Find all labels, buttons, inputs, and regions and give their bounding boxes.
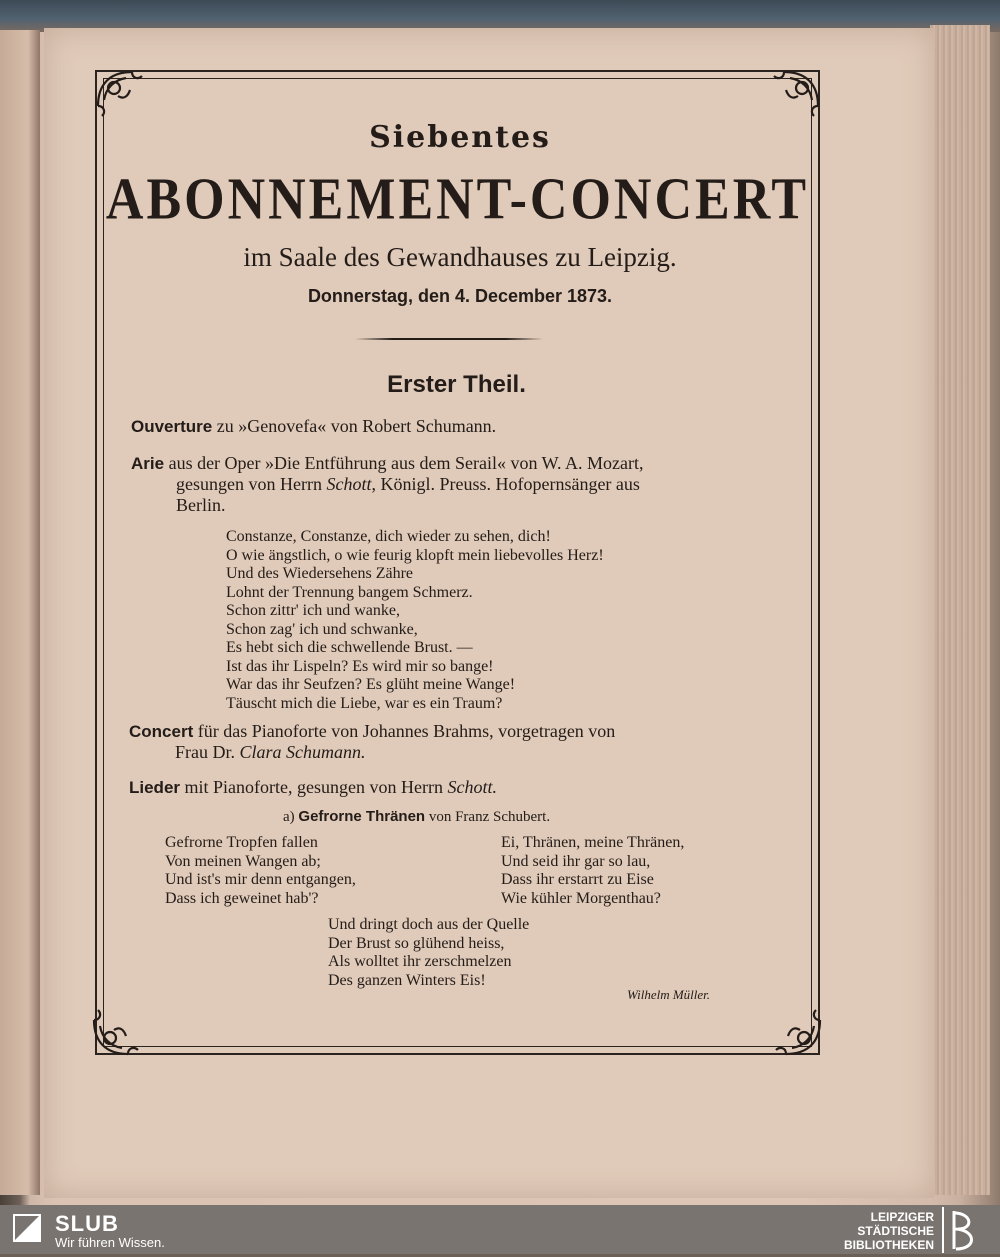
program-item-concert-line2 (175, 742, 366, 763)
date-line: Donnerstag, den 4. December 1873. (307, 286, 613, 306)
leipzig-library-name[interactable] (844, 1210, 934, 1252)
corner-ornament-icon (88, 990, 158, 1060)
program-item-arie (131, 453, 643, 474)
verse-line: Ei, Thränen, meine Thränen, (501, 834, 685, 851)
verse-line: Und dringt doch aus der Quelle (328, 916, 530, 933)
library-name-line: BIBLIOTHEKEN (844, 1238, 934, 1252)
song-composer: von Franz Schubert. (425, 809, 551, 825)
verse-line: Von meinen Wangen ab; (165, 852, 321, 870)
verse-line: Des ganzen Winters Eis! (328, 971, 486, 989)
performer-name: Schott (326, 474, 372, 494)
item-text: gesungen von Herrn (176, 474, 327, 494)
item-keyword: Concert (129, 722, 194, 741)
library-name-line: LEIPZIGER (870, 1210, 934, 1224)
performer-name: Clara Schumann. (239, 742, 366, 762)
corner-ornament-icon (756, 990, 826, 1060)
item-text: aus der Oper »Die Entführung aus dem Serail« von W. A. Mozart, (164, 453, 644, 473)
item-keyword: Lieder (129, 778, 181, 797)
divider-rule (355, 338, 543, 340)
slub-tagline: Wir führen Wissen. (55, 1235, 165, 1250)
item-text: zu »Genovefa« von Robert Schumann. (212, 416, 497, 436)
song-verse-right (501, 834, 684, 908)
program-item-ouverture (131, 416, 496, 437)
verse-line: Täuscht mich die Liebe, war es ein Traum? (226, 694, 503, 712)
verse-line: War das ihr Seufzen? Es glüht meine Wange! (226, 676, 516, 693)
song-verse-left (165, 834, 356, 908)
verse-line: Als wolltet ihr zerschmelzen (328, 953, 512, 970)
verse-line: Es hebt sich die schwellende Brust. — (226, 639, 473, 656)
verse-line: Lohnt der Trennung bangem Schmerz. (226, 583, 473, 601)
program-item-arie-line2 (176, 474, 640, 495)
leipzig-library-logo-icon[interactable] (942, 1207, 992, 1253)
slub-name[interactable]: SLUB (55, 1211, 119, 1236)
verse-line: Schon zittr' ich und wanke, (226, 602, 400, 619)
item-keyword: Ouverture (131, 417, 213, 436)
song-title: Gefrorne Thränen (298, 808, 426, 825)
venue-line: im Saale des Gewandhauses zu Leipzig. (243, 242, 677, 272)
page-edges (930, 25, 990, 1195)
item-text: für das Pianoforte von Johannes Brahms, vorgetragen von (193, 721, 616, 741)
program-item-concert (129, 721, 615, 742)
verse-line: Der Brust so glühend heiss, (328, 934, 505, 952)
title-ordinal: Siebentes (369, 120, 551, 155)
verse-line: Und des Wiedersehens Zähre (226, 565, 413, 582)
performer-name: Schott. (447, 777, 497, 797)
verse-line: Constanze, Constanze, dich wieder zu sehen, dich! (226, 528, 551, 545)
verse-line: Und ist's mir denn entgangen, (165, 871, 356, 888)
verse-line: Dass ihr erstarrt zu Eise (501, 871, 654, 888)
poet-signature: Wilhelm Müller. (627, 987, 711, 1002)
verse-line: O wie ängstlich, o wie feurig klopft mein liebevolles Herz! (226, 546, 604, 564)
verse-line: Und seid ihr gar so lau, (501, 852, 651, 870)
program-item-lieder (129, 777, 497, 798)
slub-logo-icon[interactable] (12, 1213, 42, 1243)
item-text: mit Pianoforte, gesungen von Herrn (180, 777, 448, 797)
song-heading (283, 808, 550, 826)
verse-line: Dass ich geweinet hab'? (165, 889, 319, 907)
aria-verse (226, 528, 604, 713)
program-item-arie-line3: Berlin. (176, 495, 226, 515)
verse-line: Ist das ihr Lispeln? Es wird mir so bange! (226, 657, 494, 675)
item-text: Frau Dr. (175, 742, 240, 762)
verse-line: Gefrorne Tropfen fallen (165, 834, 318, 851)
verse-line: Schon zag' ich und schwanke, (226, 620, 418, 638)
section-heading: Erster Theil. (387, 371, 526, 398)
footer-bar (0, 1205, 1000, 1254)
title-main: ABONNEMENT-CONCERT (105, 166, 810, 233)
verse-line: Wie kühler Morgenthau? (501, 889, 661, 907)
item-text: , Königl. Preuss. Hofopernsänger aus (371, 474, 640, 494)
song-verse-center (328, 916, 529, 990)
song-label: a) (283, 809, 295, 825)
library-name-line: STÄDTISCHE (857, 1224, 934, 1238)
item-keyword: Arie (131, 454, 165, 473)
